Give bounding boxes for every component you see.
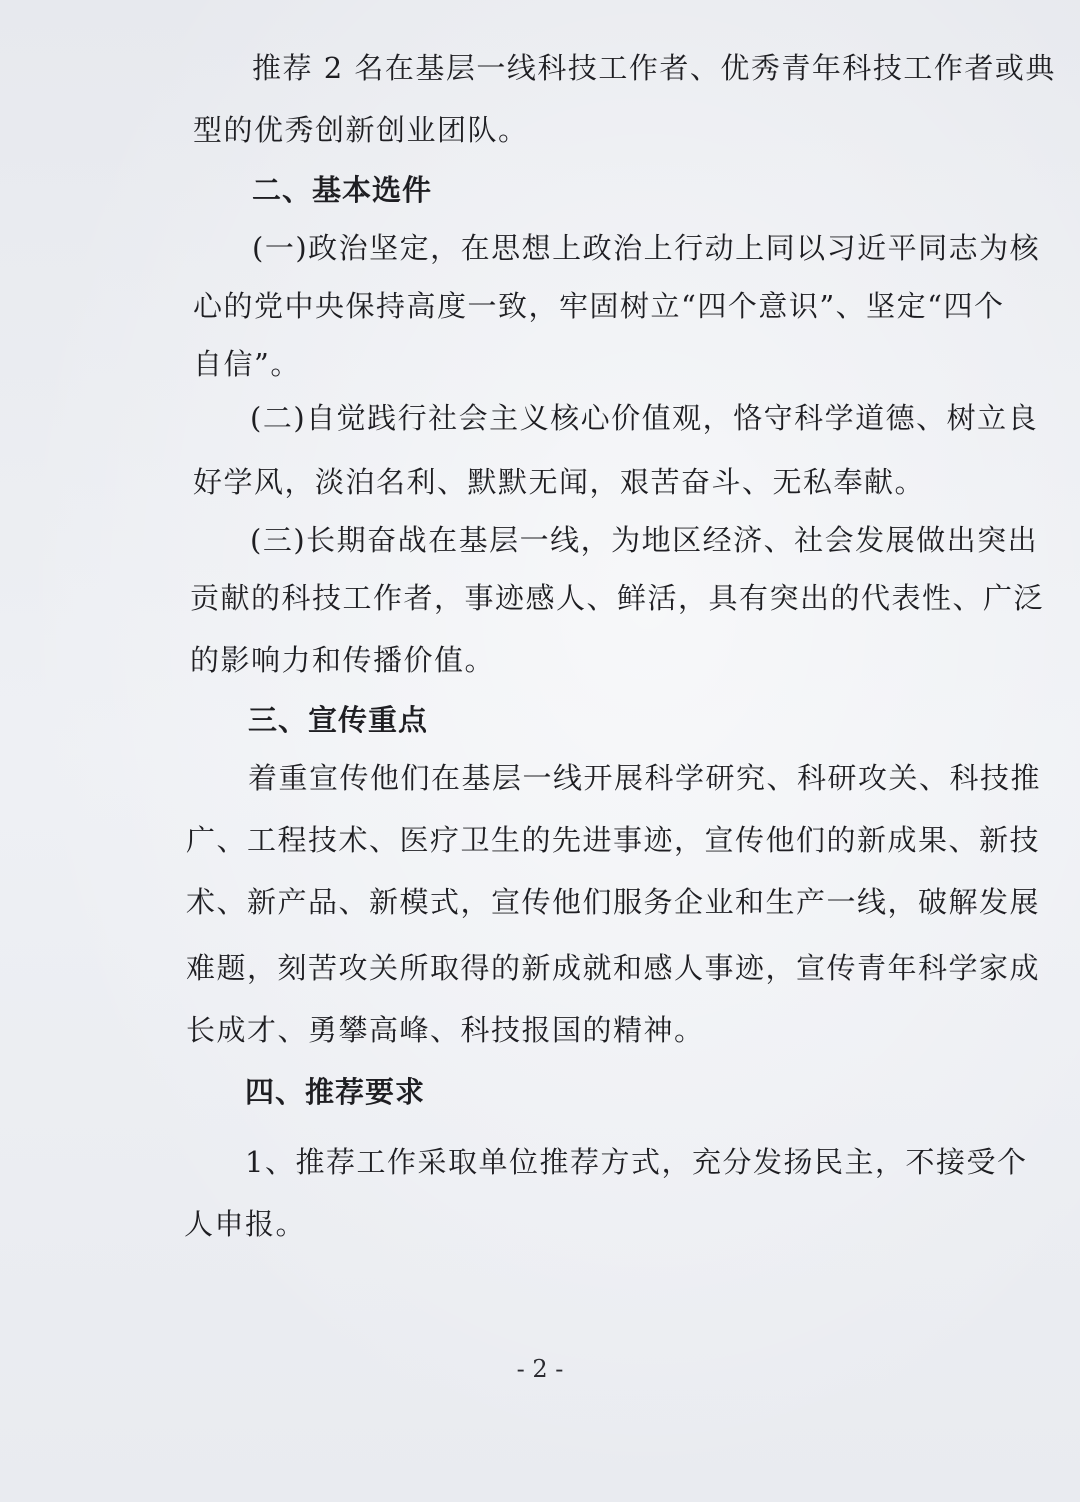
body-line: 推荐 2 名在基层一线科技工作者、优秀青年科技工作者或典 [252,51,1056,85]
body-line: 广、工程技术、医疗卫生的先进事迹，宣传他们的新成果、新技 [186,823,1041,857]
section-heading: 三、宣传重点 [248,703,429,737]
body-line: 人申报。 [184,1207,307,1241]
section-heading: 二、基本选件 [252,173,433,207]
body-line: (二)自觉践行社会主义核心价值观，恪守科学道德、树立良 [250,401,1039,435]
section-heading: 四、推荐要求 [245,1075,426,1109]
body-line: 长成才、勇攀高峰、科技报国的精神。 [186,1013,705,1047]
body-line: 1、推荐工作采取单位推荐方式，充分发扬民主，不接受个 [245,1145,1028,1179]
body-line: 的影响力和传播价值。 [190,643,496,677]
body-line: 型的优秀创新创业团队。 [193,113,529,147]
body-line: 心的党中央保持高度一致，牢固树立“四个意识”、坚定“四个 [193,289,1005,323]
body-line: 难题，刻苦攻关所取得的新成就和感人事迹，宣传青年科学家成 [186,951,1041,985]
body-line: 术、新产品、新模式，宣传他们服务企业和生产一线，破解发展 [186,885,1041,919]
body-line: 自信”。 [193,347,301,381]
body-line: (三)长期奋战在基层一线，为地区经济、社会发展做出突出 [250,523,1039,557]
body-line: 贡献的科技工作者，事迹感人、鲜活，具有突出的代表性、广泛 [190,581,1045,615]
body-line: (一)政治坚定，在思想上政治上行动上同以习近平同志为核 [252,231,1041,265]
page-number: - 2 - [516,1355,564,1383]
body-line: 着重宣传他们在基层一线开展科学研究、科研攻关、科技推 [248,761,1042,795]
body-line: 好学风，淡泊名利、默默无闻，艰苦奋斗、无私奉献。 [193,465,926,499]
